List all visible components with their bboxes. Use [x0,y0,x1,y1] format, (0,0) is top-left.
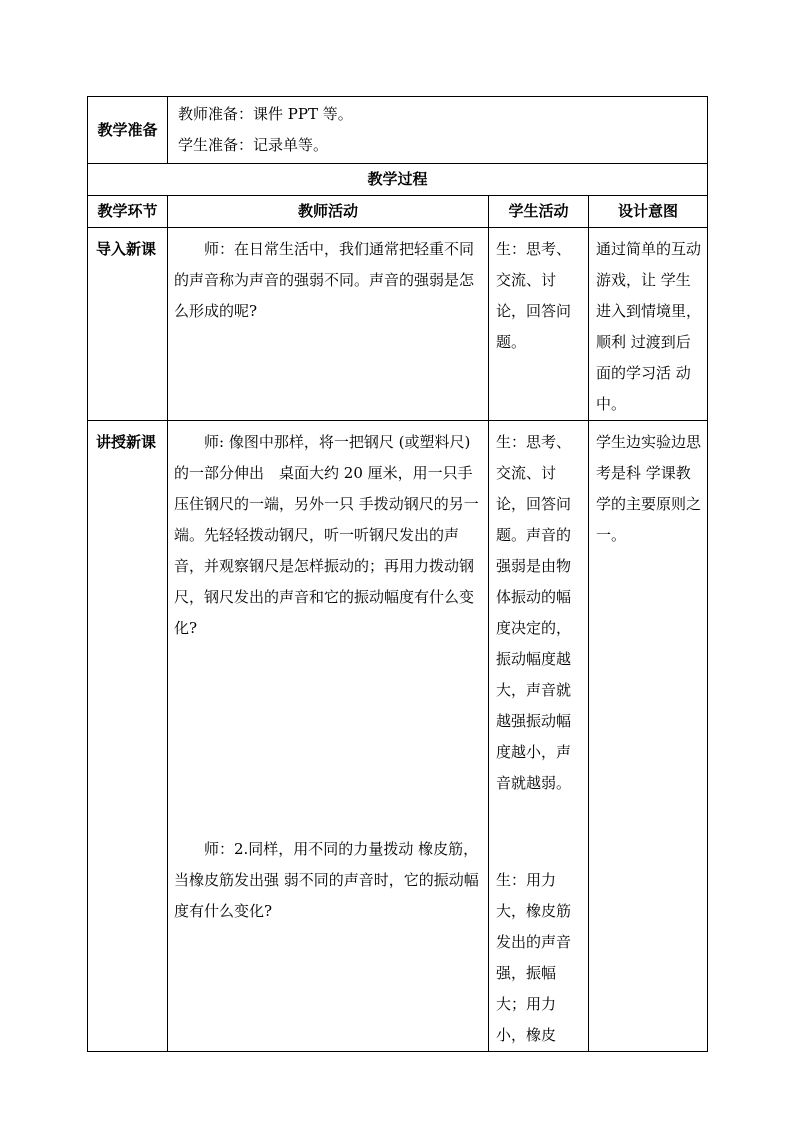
design-intent-new-lesson: 学生边实验边思考是科 学课教学的主要原则之一。 [589,421,708,1052]
prep-student-line: 学生准备：记录单等。 [178,136,329,154]
table-row [88,228,708,421]
student-activity-intro: 生：思考、交流、讨论，回答问题。 [489,228,589,421]
design-intent-intro: 通过简单的互动游戏，让 学生进入到情境里，顺利 过渡到后面的学习活 动中。 [589,228,708,421]
teacher-paragraph-1: 师: 像图中那样，将一把钢尺 (或塑料尺)的一部分伸出 桌面大约 20 厘米，用一只手压住钢尺的一端，另外一只 手拨动钢尺的另一端。先轻轻拨动钢尺，听一听钢尺发出的声音，并观察钢尺是怎样振动的；再用力拨动钢尺，钢尺发出的声音和它的振动幅度有什么变化? [174,433,479,637]
teacher-paragraph-2: 师：2.同样，用不同的力量拨动 橡皮筋，当橡皮筋发出强 弱不同的声音时，它的振动幅度有什么变化? [174,840,479,920]
prep-content [168,97,708,164]
student-activity-new-lesson [489,421,589,1052]
header-stage: 教学环节 [88,196,168,228]
process-title-row [88,164,708,196]
header-student: 学生活动 [489,196,589,228]
teacher-activity-intro: 师：在日常生活中，我们通常把轻重不同的声音称为声音的强弱不同。声音的强弱是怎么形成的呢? [168,228,489,421]
table-row [88,421,708,1052]
header-design: 设计意图 [589,196,708,228]
header-teacher: 教师活动 [168,196,489,228]
teacher-activity-new-lesson [168,421,489,1052]
stage-intro: 导入新课 [88,228,168,421]
prep-label: 教学准备 [88,97,168,164]
prep-teacher-line: 教师准备：课件 PPT 等。 [178,105,353,123]
process-title: 教学过程 [88,164,708,196]
student-paragraph-2: 生：用力大，橡皮筋发出的声音强，振幅大；用力小，橡皮 [496,871,572,1044]
lesson-plan-table [87,96,708,1052]
stage-new-lesson: 讲授新课 [88,421,168,1052]
prep-row [88,97,708,164]
student-paragraph-1: 生：思考、交流、讨论，回答问题。声音的强弱是由物体振动的幅度决定的，振动幅度越大，声音就越强振动幅度越小，声音就越弱。 [496,433,572,792]
header-row [88,196,708,228]
